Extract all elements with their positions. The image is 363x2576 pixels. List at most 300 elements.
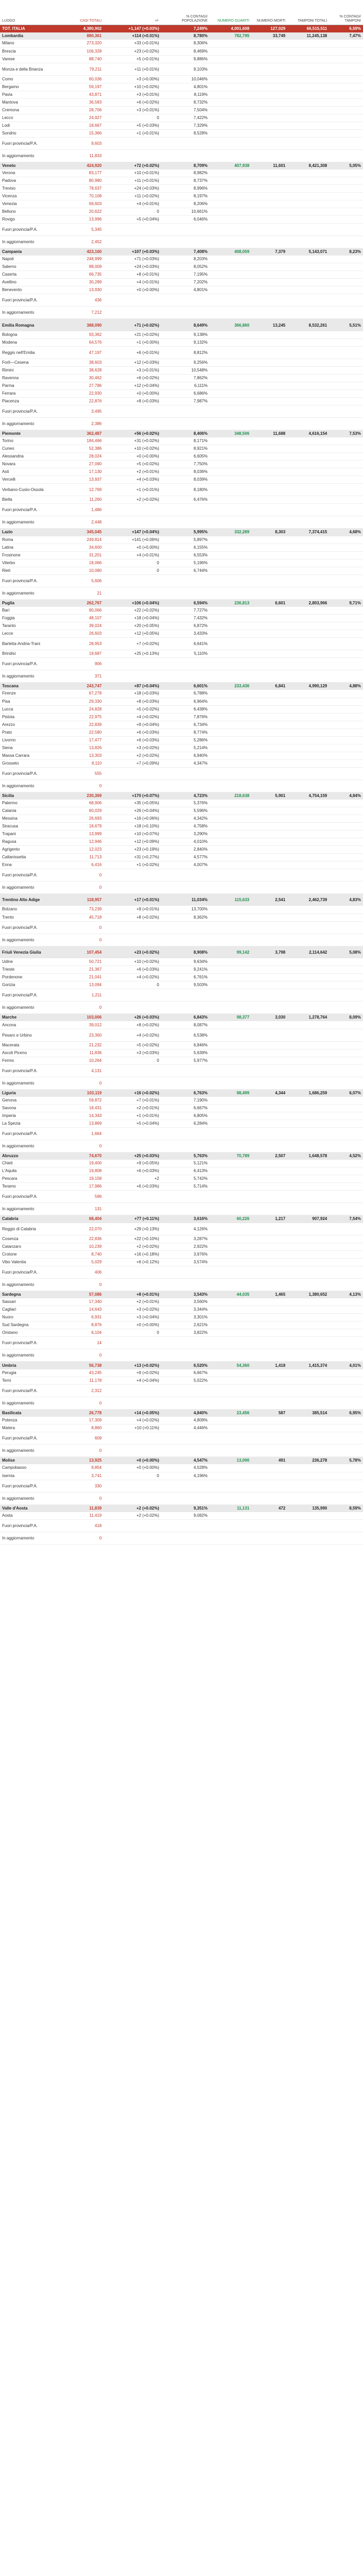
cell-guariti: 408,059 bbox=[210, 248, 252, 256]
cell-pct-contagi-tamponi bbox=[329, 759, 363, 767]
cell-cases: 0 bbox=[61, 1492, 104, 1504]
cell-delta: +8 (+0.02%) bbox=[104, 1021, 161, 1029]
cell-morti: 7,379 bbox=[252, 248, 288, 256]
cell-pct-contagi-tamponi bbox=[329, 40, 363, 47]
cell-morti bbox=[252, 822, 288, 830]
cell-cases: 2,452 bbox=[61, 235, 104, 248]
cell-cases: 248,999 bbox=[61, 256, 104, 263]
cell-cases: 880,361 bbox=[61, 32, 104, 40]
cell-contagi: 5,742% bbox=[161, 1175, 210, 1183]
cell-tamponi: 1,415,374 bbox=[287, 1362, 329, 1369]
cell-tamponi bbox=[287, 484, 329, 496]
cell-tamponi bbox=[287, 122, 329, 129]
cell-pct-contagi-tamponi bbox=[329, 1057, 363, 1064]
cell-pct-contagi-tamponi: 6,95% bbox=[329, 1409, 363, 1417]
cell-tamponi bbox=[287, 1223, 329, 1235]
cell-place: Belluno bbox=[0, 208, 61, 215]
cell-contagi: 6,940% bbox=[161, 752, 210, 759]
cell-cases: 12,946 bbox=[61, 838, 104, 845]
cell-guariti bbox=[210, 437, 252, 445]
cell-guariti bbox=[210, 468, 252, 476]
cell-morti bbox=[252, 1128, 288, 1140]
cell-morti bbox=[252, 1259, 288, 1266]
cell-pct-contagi-tamponi bbox=[329, 559, 363, 567]
region-row bbox=[0, 683, 363, 690]
cell-place: Pesaro e Urbino bbox=[0, 1029, 61, 1041]
cell-tamponi: 2,462,739 bbox=[287, 893, 329, 906]
province-row bbox=[0, 256, 363, 263]
cell-contagi bbox=[161, 1532, 210, 1544]
cell-tamponi bbox=[287, 1464, 329, 1472]
cell-pct-contagi-tamponi bbox=[329, 1077, 363, 1089]
cell-place: Vibo Valentia bbox=[0, 1259, 61, 1266]
cell-morti bbox=[252, 1472, 288, 1480]
cell-delta: 0 bbox=[104, 1472, 161, 1480]
province-row bbox=[0, 1112, 363, 1120]
cell-place: Ascoli Piceno bbox=[0, 1049, 61, 1057]
cell-morti: 587 bbox=[252, 1409, 288, 1417]
cell-place: Novara bbox=[0, 461, 61, 468]
cell-guariti bbox=[210, 1298, 252, 1306]
cell-cases: 6,416 bbox=[61, 861, 104, 869]
cell-contagi: 6,846% bbox=[161, 1041, 210, 1049]
cell-place: Pavia bbox=[0, 91, 61, 98]
cell-contagi: 7,862% bbox=[161, 375, 210, 382]
cell-cases: 28,953 bbox=[61, 638, 104, 650]
cell-delta: +3 (+0.02%) bbox=[104, 1306, 161, 1314]
province-row bbox=[0, 476, 363, 484]
cell-pct-contagi-tamponi: 4,68% bbox=[329, 529, 363, 536]
cell-morti: 13,245 bbox=[252, 319, 288, 331]
province-row bbox=[0, 630, 363, 638]
cell-guariti bbox=[210, 1049, 252, 1057]
cell-delta: +0 (+0.00%) bbox=[104, 1321, 161, 1329]
region-row bbox=[0, 893, 363, 906]
cell-morti: 4,344 bbox=[252, 1089, 288, 1097]
cell-cases: 12,023 bbox=[61, 845, 104, 853]
cell-guariti: 60,226 bbox=[210, 1215, 252, 1223]
cell-guariti bbox=[210, 453, 252, 461]
cell-delta: +141 (+0.06%) bbox=[104, 536, 161, 544]
province-row bbox=[0, 83, 363, 91]
cell-tamponi bbox=[287, 1077, 329, 1089]
cell-cases: 88,009 bbox=[61, 263, 104, 271]
cell-delta: +14 (+0.05%) bbox=[104, 1409, 161, 1417]
cell-guariti: 236,813 bbox=[210, 599, 252, 607]
province-row bbox=[0, 1425, 363, 1432]
cell-tamponi bbox=[287, 1057, 329, 1064]
cell-guariti bbox=[210, 170, 252, 177]
cell-cases: 11,713 bbox=[61, 853, 104, 861]
cell-guariti bbox=[210, 106, 252, 114]
cell-guariti bbox=[210, 47, 252, 55]
cell-morti: 33,749 bbox=[252, 32, 288, 40]
province-row bbox=[0, 981, 363, 989]
header-place[interactable]: LUOGO bbox=[0, 0, 61, 25]
cell-contagi: 8,732% bbox=[161, 98, 210, 106]
cell-tamponi bbox=[287, 1105, 329, 1112]
cell-tamponi bbox=[287, 40, 329, 47]
cell-place: Verona bbox=[0, 170, 61, 177]
cell-morti bbox=[252, 516, 288, 529]
cell-pct-contagi-tamponi bbox=[329, 807, 363, 815]
cell-place: Catanzaro bbox=[0, 1243, 61, 1251]
table-body bbox=[0, 25, 363, 1544]
cell-cases: 11,833 bbox=[61, 149, 104, 162]
cell-place: Roma bbox=[0, 536, 61, 544]
cell-place: Terni bbox=[0, 1377, 61, 1384]
cell-delta: +0 (+0.00%) bbox=[104, 1457, 161, 1465]
cell-place: Massa Carrara bbox=[0, 752, 61, 759]
cell-morti bbox=[252, 1120, 288, 1128]
cell-cases: 22,070 bbox=[61, 1223, 104, 1235]
cell-contagi: 5,110% bbox=[161, 650, 210, 658]
cell-delta: +106 (+0.04%) bbox=[104, 599, 161, 607]
cell-place: Padova bbox=[0, 177, 61, 184]
cell-delta: +4 (+0.02%) bbox=[104, 1029, 161, 1041]
cell-place: Bari bbox=[0, 607, 61, 615]
cell-pct-contagi-tamponi bbox=[329, 496, 363, 504]
cell-guariti bbox=[210, 815, 252, 822]
cell-cases: 17,340 bbox=[61, 1298, 104, 1306]
cell-guariti bbox=[210, 359, 252, 367]
province-row bbox=[0, 974, 363, 981]
province-row bbox=[0, 170, 363, 177]
cell-cases: 83,177 bbox=[61, 170, 104, 177]
cell-place: Rimini bbox=[0, 367, 61, 375]
cell-contagi bbox=[161, 235, 210, 248]
province-row bbox=[0, 294, 363, 307]
cell-guariti bbox=[210, 958, 252, 966]
cell-delta bbox=[104, 1384, 161, 1397]
cell-contagi: 6,476% bbox=[161, 496, 210, 504]
cell-contagi: 3,543% bbox=[161, 1291, 210, 1299]
cell-contagi: 9,103% bbox=[161, 63, 210, 75]
cell-pct-contagi-tamponi bbox=[329, 294, 363, 307]
cell-contagi: 9,241% bbox=[161, 966, 210, 974]
province-row bbox=[0, 418, 363, 430]
table-header bbox=[0, 0, 363, 25]
cell-place: In aggiornamento bbox=[0, 934, 61, 946]
cell-guariti bbox=[210, 1306, 252, 1314]
cell-tamponi bbox=[287, 1112, 329, 1120]
cell-place: Reggio di Calabria bbox=[0, 1223, 61, 1235]
cell-delta: +24 (+0.03%) bbox=[104, 263, 161, 271]
cell-pct-contagi-tamponi: 8,23% bbox=[329, 248, 363, 256]
cell-morti bbox=[252, 1251, 288, 1259]
cell-contagi: 4,758% bbox=[161, 822, 210, 830]
cell-place: Ravenna bbox=[0, 375, 61, 382]
cell-pct-contagi-tamponi bbox=[329, 170, 363, 177]
cell-delta: +29 (+0.13%) bbox=[104, 1223, 161, 1235]
header-morti[interactable]: NUMERO MORTI bbox=[252, 0, 288, 25]
cell-delta: +3 (+0.03%) bbox=[104, 1049, 161, 1057]
header-guariti[interactable]: NUMERO GUARITI bbox=[210, 0, 252, 25]
cell-pct-contagi-tamponi bbox=[329, 567, 363, 574]
cell-delta: +10 (+0.02%) bbox=[104, 445, 161, 453]
cell-place: Lucca bbox=[0, 705, 61, 713]
cell-cases: 13,826 bbox=[61, 744, 104, 752]
cell-guariti bbox=[210, 1160, 252, 1167]
cell-delta: +11 (+0.01%) bbox=[104, 177, 161, 184]
province-row bbox=[0, 574, 363, 587]
cell-contagi: 3,344% bbox=[161, 1306, 210, 1314]
cell-pct-contagi-tamponi bbox=[329, 1021, 363, 1029]
cell-place: Caltanissetta bbox=[0, 853, 61, 861]
cell-guariti bbox=[210, 215, 252, 223]
cell-contagi: 5,121% bbox=[161, 1160, 210, 1167]
cell-delta: +10 (+0.01%) bbox=[104, 170, 161, 177]
cell-cases: 8,740 bbox=[61, 1251, 104, 1259]
cell-contagi: 8,982% bbox=[161, 170, 210, 177]
cell-cases: 14,643 bbox=[61, 1306, 104, 1314]
province-row bbox=[0, 989, 363, 1002]
cell-delta: +5 (+0.01%) bbox=[104, 55, 161, 63]
cell-morti bbox=[252, 235, 288, 248]
province-row bbox=[0, 235, 363, 248]
cell-delta: +7 (+0.01%) bbox=[104, 1097, 161, 1105]
cell-place: Sicilia bbox=[0, 792, 61, 800]
cell-morti bbox=[252, 405, 288, 418]
cell-guariti bbox=[210, 906, 252, 913]
region-row bbox=[0, 529, 363, 536]
cell-guariti bbox=[210, 736, 252, 744]
cell-cases: 11,260 bbox=[61, 496, 104, 504]
cell-guariti bbox=[210, 40, 252, 47]
cell-delta bbox=[104, 307, 161, 319]
cell-morti bbox=[252, 1337, 288, 1349]
province-row bbox=[0, 1445, 363, 1457]
cell-cases: 59,197 bbox=[61, 83, 104, 91]
cell-tamponi bbox=[287, 728, 329, 736]
cell-place: Vercelli bbox=[0, 476, 61, 484]
cell-place: Trento bbox=[0, 913, 61, 921]
cell-contagi bbox=[161, 779, 210, 792]
cell-tamponi bbox=[287, 1397, 329, 1409]
cell-contagi bbox=[161, 1191, 210, 1203]
cell-guariti bbox=[210, 1191, 252, 1203]
cell-delta bbox=[104, 1397, 161, 1409]
cell-cases: 73,239 bbox=[61, 906, 104, 913]
cell-cases: 230,369 bbox=[61, 792, 104, 800]
cell-cases: 79,211 bbox=[61, 63, 104, 75]
cell-tamponi bbox=[287, 390, 329, 398]
cell-place: Gorizia bbox=[0, 981, 61, 989]
cell-place: Rieti bbox=[0, 567, 61, 574]
cell-guariti bbox=[210, 1266, 252, 1279]
cell-cases: 64,576 bbox=[61, 339, 104, 347]
cell-pct-contagi-tamponi bbox=[329, 1140, 363, 1153]
cell-tamponi bbox=[287, 461, 329, 468]
cell-morti: 1,217 bbox=[252, 1215, 288, 1223]
cell-guariti bbox=[210, 989, 252, 1002]
cell-cases: 22,975 bbox=[61, 713, 104, 721]
cell-pct-contagi-tamponi bbox=[329, 869, 363, 881]
cell-place: Fuori provincia/P.A. bbox=[0, 294, 61, 307]
cell-delta: +5 (+0.02%) bbox=[104, 705, 161, 713]
cell-place: Catania bbox=[0, 807, 61, 815]
cell-morti bbox=[252, 698, 288, 705]
cell-tamponi bbox=[287, 800, 329, 807]
cell-place: In aggiornamento bbox=[0, 418, 61, 430]
cell-cases: 0 bbox=[61, 934, 104, 946]
cell-guariti bbox=[210, 1472, 252, 1480]
cell-morti bbox=[252, 55, 288, 63]
header-pct-contagi-tamponi[interactable]: % CONTAGI/ TAMPONI bbox=[329, 0, 363, 25]
cell-contagi: 6,872% bbox=[161, 622, 210, 630]
cell-morti bbox=[252, 223, 288, 235]
cell-delta: +3 (+0.01%) bbox=[104, 106, 161, 114]
cell-guariti bbox=[210, 1140, 252, 1153]
cell-tamponi bbox=[287, 1337, 329, 1349]
cell-pct-contagi-tamponi bbox=[329, 1314, 363, 1321]
cell-place: Latina bbox=[0, 544, 61, 551]
header-delta[interactable]: +/- bbox=[104, 0, 161, 25]
header-cases[interactable]: CASI TOTALI bbox=[61, 0, 104, 25]
cell-morti bbox=[252, 1432, 288, 1445]
cell-guariti bbox=[210, 235, 252, 248]
cell-contagi bbox=[161, 1519, 210, 1532]
cell-guariti bbox=[210, 974, 252, 981]
cell-delta bbox=[104, 1128, 161, 1140]
cell-contagi: 4,347% bbox=[161, 759, 210, 767]
region-row bbox=[0, 792, 363, 800]
cell-guariti bbox=[210, 966, 252, 974]
cell-delta: +1 (+0.02%) bbox=[104, 861, 161, 869]
cell-delta: +12 (+0.09%) bbox=[104, 838, 161, 845]
province-row bbox=[0, 149, 363, 162]
cell-delta: +6 (+0.02%) bbox=[104, 375, 161, 382]
cell-place: Prato bbox=[0, 728, 61, 736]
cell-delta bbox=[104, 1140, 161, 1153]
header-contagi[interactable]: % CONTAGI/ POPOLAZIONE bbox=[161, 0, 210, 25]
cell-place: Matera bbox=[0, 1425, 61, 1432]
cell-morti bbox=[252, 1057, 288, 1064]
cell-delta: +22 (+0.10%) bbox=[104, 1235, 161, 1243]
cell-delta: 0 bbox=[104, 1329, 161, 1337]
cell-place: Basilicata bbox=[0, 1409, 61, 1417]
cell-tamponi bbox=[287, 347, 329, 359]
province-row bbox=[0, 1298, 363, 1306]
cell-tamponi bbox=[287, 630, 329, 638]
cell-delta: +7 (+0.09%) bbox=[104, 759, 161, 767]
cell-morti bbox=[252, 1417, 288, 1425]
cell-guariti bbox=[210, 1029, 252, 1041]
cell-guariti bbox=[210, 75, 252, 83]
cell-cases: 118,957 bbox=[61, 893, 104, 906]
cell-contagi bbox=[161, 670, 210, 683]
region-row bbox=[0, 32, 363, 40]
cell-pct-contagi-tamponi: 6,07% bbox=[329, 1089, 363, 1097]
cell-contagi: 7,195% bbox=[161, 271, 210, 279]
region-row bbox=[0, 1014, 363, 1022]
cell-delta: +4 (+0.01%) bbox=[104, 551, 161, 559]
cell-pct-contagi-tamponi bbox=[329, 1167, 363, 1175]
cell-place: Fuori provincia/P.A. bbox=[0, 1337, 61, 1349]
cell-cases: 330 bbox=[61, 1480, 104, 1492]
cell-tamponi bbox=[287, 1445, 329, 1457]
cell-guariti: 11,131 bbox=[210, 1504, 252, 1512]
cell-place: Piacenza bbox=[0, 398, 61, 405]
cell-delta bbox=[104, 1064, 161, 1077]
cell-tamponi bbox=[287, 845, 329, 853]
cell-contagi bbox=[161, 294, 210, 307]
cell-tamponi bbox=[287, 1492, 329, 1504]
cell-contagi: 8,052% bbox=[161, 263, 210, 271]
cell-contagi: 4,723% bbox=[161, 792, 210, 800]
province-row bbox=[0, 114, 363, 122]
cell-cases: 30,289 bbox=[61, 279, 104, 286]
cell-delta: +71 (+0.02%) bbox=[104, 319, 161, 331]
cell-delta: +4 (+0.04%) bbox=[104, 1377, 161, 1384]
header-tamponi[interactable]: TAMPONI TOTALI bbox=[287, 0, 329, 25]
cell-morti bbox=[252, 170, 288, 177]
cell-contagi bbox=[161, 1266, 210, 1279]
cell-tamponi bbox=[287, 1041, 329, 1049]
cell-guariti bbox=[210, 1175, 252, 1183]
province-row bbox=[0, 192, 363, 200]
province-row bbox=[0, 1191, 363, 1203]
cell-cases: 80,980 bbox=[61, 177, 104, 184]
cell-pct-contagi-tamponi bbox=[329, 698, 363, 705]
cell-delta: +3 (+0.01%) bbox=[104, 367, 161, 375]
cell-guariti bbox=[210, 382, 252, 390]
cell-morti: 127,029 bbox=[252, 25, 288, 32]
cell-pct-contagi-tamponi bbox=[329, 405, 363, 418]
cell-pct-contagi-tamponi bbox=[329, 286, 363, 294]
cell-tamponi bbox=[287, 650, 329, 658]
cell-delta bbox=[104, 574, 161, 587]
region-row bbox=[0, 1409, 363, 1417]
cell-morti bbox=[252, 75, 288, 83]
cell-tamponi bbox=[287, 921, 329, 934]
cell-morti bbox=[252, 437, 288, 445]
cell-tamponi bbox=[287, 551, 329, 559]
cell-tamponi bbox=[287, 516, 329, 529]
cell-morti bbox=[252, 256, 288, 263]
cell-guariti bbox=[210, 845, 252, 853]
cell-pct-contagi-tamponi bbox=[329, 263, 363, 271]
total-row bbox=[0, 25, 363, 32]
province-row bbox=[0, 1349, 363, 1362]
cell-pct-contagi-tamponi bbox=[329, 544, 363, 551]
cell-cases: 11,836 bbox=[61, 1049, 104, 1057]
cell-morti bbox=[252, 1049, 288, 1057]
cell-morti bbox=[252, 1464, 288, 1472]
cell-cases: 5,029 bbox=[61, 1259, 104, 1266]
province-row bbox=[0, 331, 363, 339]
cell-contagi bbox=[161, 574, 210, 587]
cell-pct-contagi-tamponi bbox=[329, 1337, 363, 1349]
cell-pct-contagi-tamponi: 5,51% bbox=[329, 319, 363, 331]
cell-place: Barletta-Andria-Trani bbox=[0, 638, 61, 650]
cell-contagi bbox=[161, 307, 210, 319]
cell-contagi bbox=[161, 1002, 210, 1014]
cell-place: Enna bbox=[0, 861, 61, 869]
cell-delta bbox=[104, 1519, 161, 1532]
cell-tamponi bbox=[287, 445, 329, 453]
province-row bbox=[0, 759, 363, 767]
cell-tamponi bbox=[287, 1167, 329, 1175]
cell-morti bbox=[252, 974, 288, 981]
cell-cases: 34,600 bbox=[61, 544, 104, 551]
cell-tamponi bbox=[287, 286, 329, 294]
cell-place: Verbano-Cusio-Ossola bbox=[0, 484, 61, 496]
province-row bbox=[0, 705, 363, 713]
cell-delta: +21 (+0.02%) bbox=[104, 331, 161, 339]
cell-place: Treviso bbox=[0, 184, 61, 192]
cell-guariti bbox=[210, 1337, 252, 1349]
